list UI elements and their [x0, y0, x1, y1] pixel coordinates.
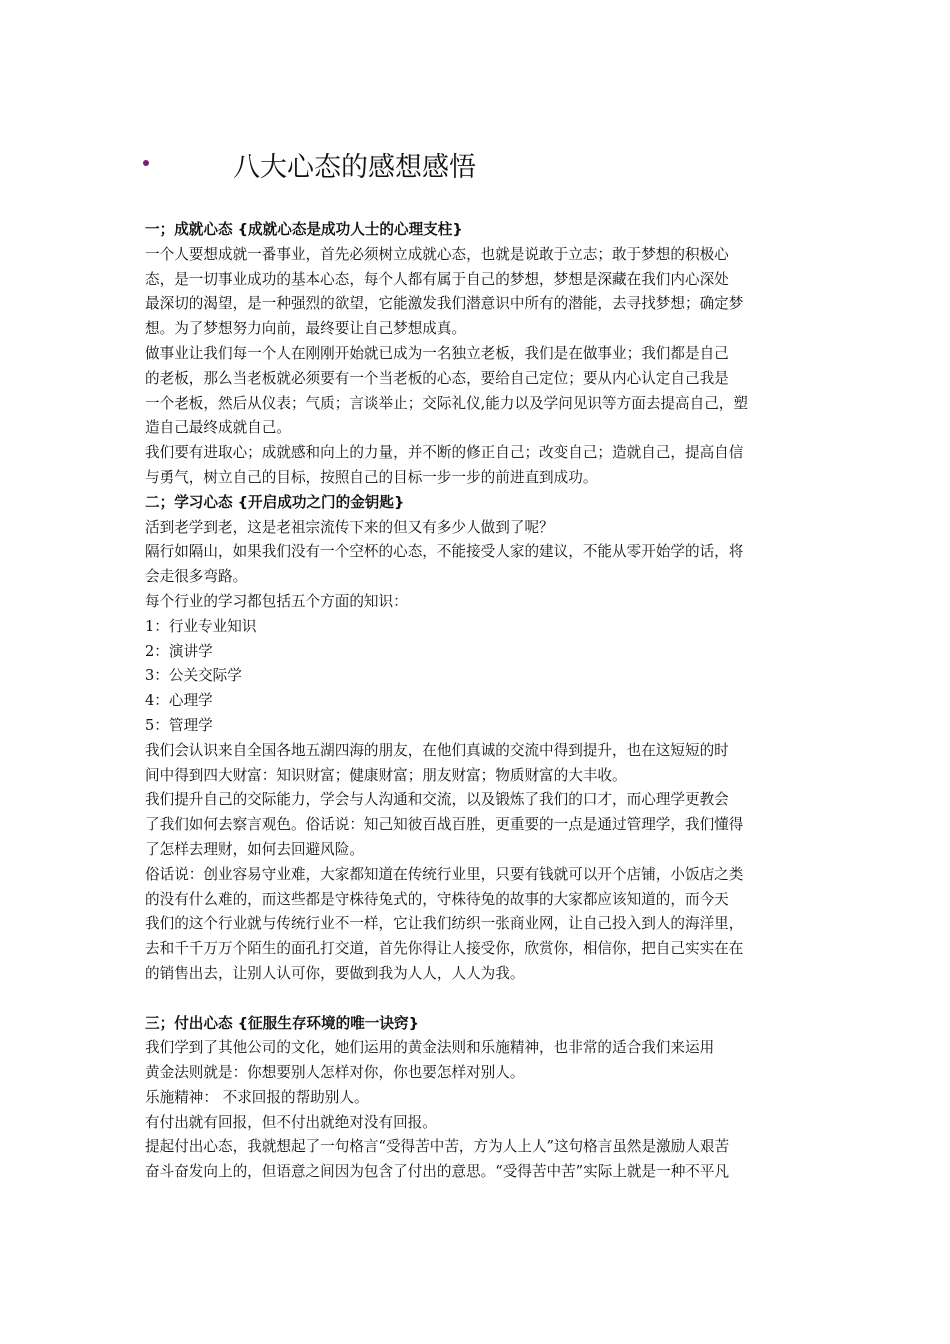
paragraph-line: 一个人要想成就一番事业，首先必须树立成就心态，也就是说敢于立志；敢于梦想的积极心	[145, 245, 729, 263]
paragraph-line: 黄金法则就是：你想要别人怎样对你，你也要怎样对别人。	[145, 1064, 525, 1082]
list-item: 3：公关交际学	[145, 667, 242, 685]
paragraph-line: 每个行业的学习都包括五个方面的知识：	[145, 592, 408, 610]
paragraph-line: 提起付出心态，我就想起了一句格言“受得苦中苦，方为人上人”这句格言虽然是激励人艰苦	[145, 1138, 730, 1156]
paragraph-line: 俗话说：创业容易守业难，大家都知道在传统行业里，只要有钱就可以开个店铺，小饭店之类	[145, 865, 744, 883]
paragraph-line: 了怎样去理财，如何去回避风险。	[145, 840, 364, 858]
paragraph-line: 做事业让我们每一个人在刚刚开始就已成为一名独立老板，我们是在做事业；我们都是自己	[145, 344, 729, 362]
paragraph-line: 的老板，那么当老板就必须要有一个当老板的心态，要给自己定位；要从内心认定自己我是	[145, 369, 729, 387]
paragraph-line: 的销售出去，让别人认可你，要做到我为人人，人人为我。	[145, 964, 525, 982]
paragraph-line: 会走很多弯路。	[145, 568, 248, 586]
paragraph-line: 我们要有进取心；成就感和向上的力量，并不断的修正自己；改变自己；造就自己，提高自信	[145, 444, 744, 462]
paragraph-line: 的没有什么难的，而这些都是守株待兔式的，守株待兔的故事的大家都应该知道的，而今天	[145, 890, 729, 908]
paragraph-line: 想。为了梦想努力向前，最终要让自己梦想成真。	[145, 320, 467, 338]
section-heading: 一；成就心态 {成就心态是成功人士的心理支柱}	[145, 221, 463, 238]
list-item: 4：心理学	[145, 692, 213, 710]
paragraph-line: 我们的这个行业就与传统行业不一样，它让我们纺织一张商业网，让自己投入到人的海洋里，	[145, 915, 744, 933]
paragraph-line: 我们学到了其他公司的文化，她们运用的黄金法则和乐施精神，也非常的适合我们来运用	[145, 1039, 715, 1057]
paragraph-line: 乐施精神： 不求回报的帮助别人。	[145, 1088, 369, 1106]
paragraph-line: 活到老学到老，这是老祖宗流传下来的但又有多少人做到了呢？	[145, 518, 554, 536]
bullet-icon	[143, 160, 149, 166]
page-title: 八大心态的感想感悟	[233, 152, 476, 183]
paragraph-line: 间中得到四大财富：知识财富；健康财富；朋友财富；物质财富的大丰收。	[145, 766, 627, 784]
paragraph-line: 我们提升自己的交际能力，学会与人沟通和交流，以及锻炼了我们的口才，而心理学更教会	[145, 791, 729, 809]
document-body	[145, 218, 815, 1185]
list-item: 2：演讲学	[145, 642, 213, 660]
paragraph-line: 最深切的渴望，是一种强烈的欲望，它能激发我们潜意识中所有的潜能，去寻找梦想；确定梦	[145, 295, 744, 313]
list-item: 1：行业专业知识	[145, 617, 257, 635]
list-item: 5：管理学	[145, 716, 213, 734]
blank-line	[145, 987, 815, 1012]
paragraph-line: 了我们如何去察言观色。俗话说：知己知彼百战百胜，更重要的一点是通过管理学，我们懂得	[145, 816, 744, 834]
paragraph-line: 隔行如隔山，如果我们没有一个空杯的心态，不能接受人家的建议，不能从零开始学的话，将	[145, 543, 744, 561]
section-heading: 二；学习心态 {开启成功之门的金钥匙}	[145, 493, 405, 511]
paragraph-line: 造自己最终成就自己。	[145, 419, 291, 437]
paragraph-line: 我们会认识来自全国各地五湖四海的朋友，在他们真诚的交流中得到提升，也在这短短的时	[145, 741, 729, 759]
paragraph-line: 有付出就有回报，但不付出就绝对没有回报。	[145, 1113, 437, 1131]
title-row	[140, 148, 840, 188]
paragraph-line: 去和千千万万个陌生的面孔打交道，首先你得让人接受你，欣赏你，相信你，把自己实实在在	[145, 940, 744, 958]
paragraph-line: 奋斗奋发向上的，但语意之间因为包含了付出的意思。“受得苦中苦”实际上就是一种不平凡	[145, 1163, 730, 1181]
paragraph-line: 一个老板，然后从仪表；气质；言谈举止；交际礼仪,能力以及学问见识等方面去提高自己，塑	[145, 394, 748, 412]
section-heading: 三；付出心态 {征服生存环境的唯一诀窍}	[145, 1014, 419, 1032]
paragraph-line: 态，是一切事业成功的基本心态，每个人都有属于自己的梦想，梦想是深藏在我们内心深处	[145, 270, 729, 288]
paragraph-line: 与勇气，树立自己的目标，按照自己的目标一步一步的前进直到成功。	[145, 468, 598, 486]
